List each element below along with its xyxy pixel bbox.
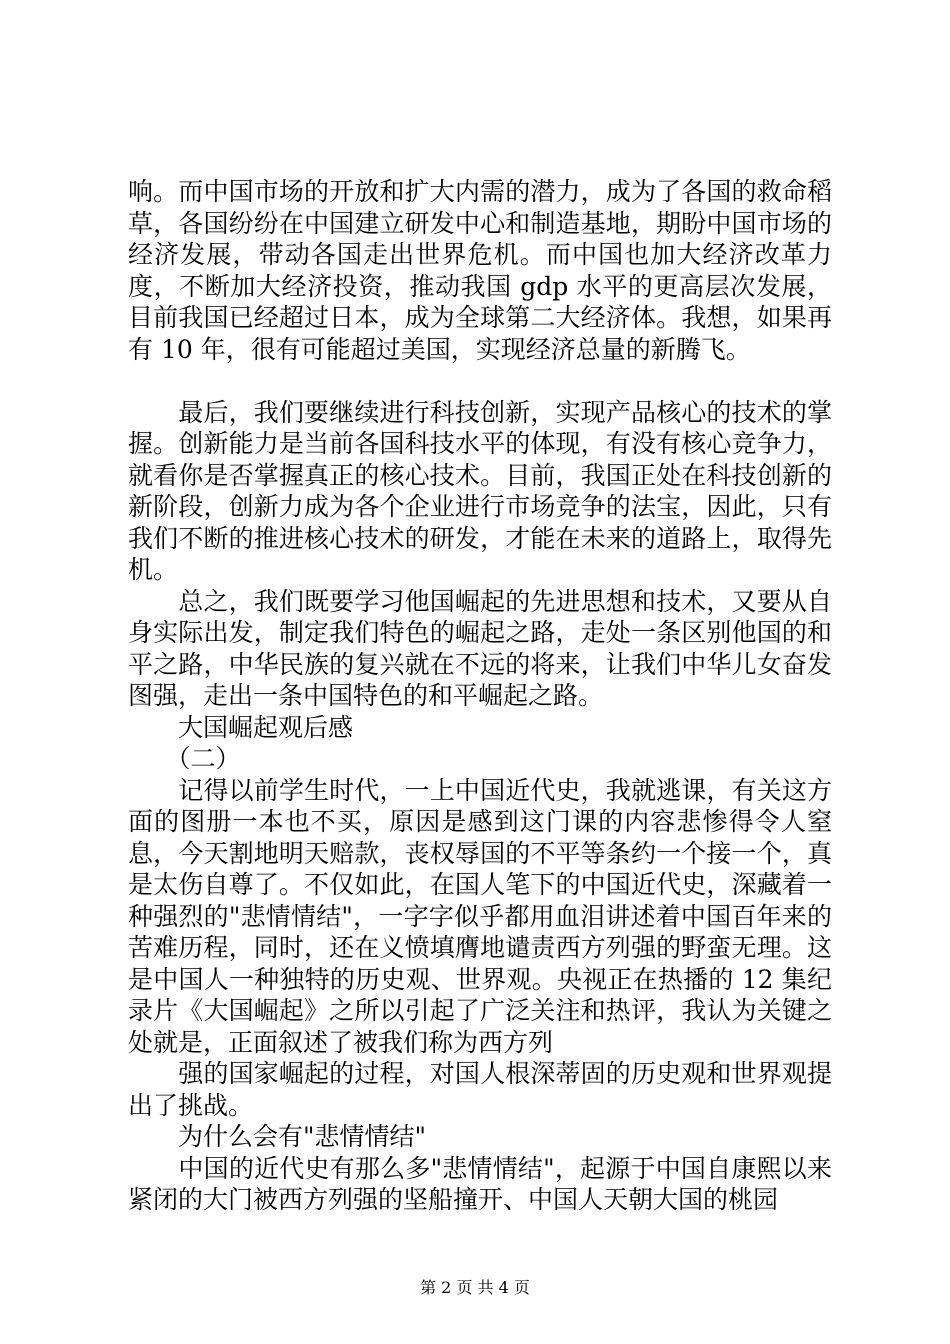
paragraph-2: 最后，我们要继续进行科技创新，实现产品核心的技术的掌握。创新能力是当前各国科技水平的体现，有没有核心竞争力，就看你是否掌握真正的核心技术。目前，我国正处在科技创新的新阶段，创新力成为各个企业进行市场竞争的法宝，因此，只有我们不断的推进核心技术的研发，才能在未来的道路上，取得先机。 <box>128 397 832 584</box>
section-number: （二） <box>128 744 241 773</box>
page-footer: 第 2 页 共 4 页 <box>420 1278 530 1297</box>
subheading: 为什么会有"悲情情结" <box>128 1122 426 1151</box>
paragraph-gap <box>128 365 832 397</box>
paragraph-5: 强的国家崛起的过程，对国人根深蒂固的历史观和世界观提出了挑战。 <box>128 1059 832 1120</box>
paragraph-4: 记得以前学生时代，一上中国近代史，我就逃课，有关这方面的图册一本也不买，原因是感到这门课的内容悲惨得令人窒息，今天割地明天赔款，丧权辱国的不平等条约一个接一个，真是太伤自尊了。不仅如此，在国人笔下的中国近代史，深藏着一种强烈的"悲情情结"，一字字似乎都用血泪讲述着中国百年来的苦难历程，同时，还在义愤填膺地谴责西方列强的野蛮无理。这是中国人一种独特的历史观、世界观。央视正在热播的 12 集纪录片《大国崛起》之所以引起了广泛关注和热评，我认为关键之处就是，正面叙述了被我们称为西方列 <box>128 775 832 1057</box>
document-body <box>128 176 832 1216</box>
section-title: 大国崛起观后感 <box>128 712 354 742</box>
paragraph-1: 响。而中国市场的开放和扩大内需的潜力，成为了各国的救命稻草，各国纷纷在中国建立研发中心和制造基地，期盼中国市场的经济发展，带动各国走出世界危机。而中国也加大经济改革力度，不断加大经济投资，推动我国 gdp 水平的更高层次发展，目前我国已经超过日本，成为全球第二大经济体。我想，如果再有 10 年，很有可能超过美国，实现经济总量的新腾飞。 <box>128 177 832 364</box>
paragraph-3: 总之，我们既要学习他国崛起的先进思想和技术，又要从自身实际出发，制定我们特色的崛起之路，走处一条区别他国的和平之路，中华民族的复兴就在不远的将来，让我们中华儿女奋发图强，走出一条中国特色的和平崛起之路。 <box>128 586 832 710</box>
paragraph-6: 中国的近代史有那么多"悲情情结"，起源于中国自康熙以来紧闭的大门被西方列强的坚船撞开、中国人天朝大国的桃园 <box>128 1153 832 1214</box>
